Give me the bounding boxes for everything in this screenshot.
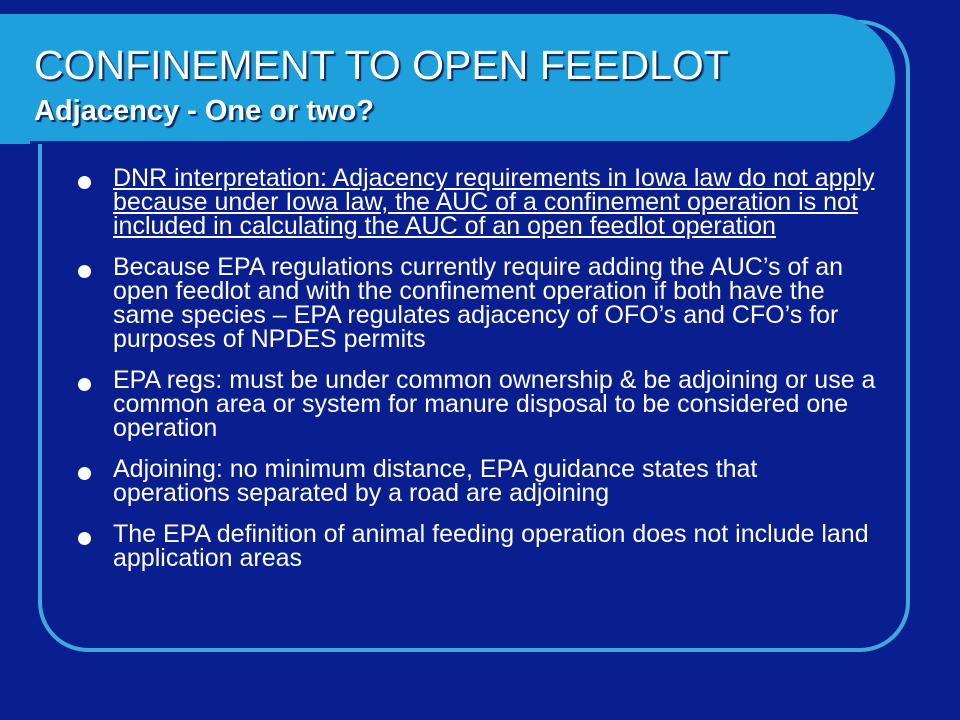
bullet-item — [78, 166, 878, 238]
bullet-dot-icon — [78, 265, 91, 278]
title-band — [0, 14, 895, 144]
bullet-item — [78, 457, 878, 505]
bullet-text: Because EPA regulations currently require adding the AUC’s of an open feedlot and with the confinement operation if both have the same species – EPA regulates adjacency of OFO’s and CFO’s for purposes of NPDES permits — [113, 253, 844, 353]
title-divider — [30, 141, 848, 144]
slide-subtitle: Adjacency - One or two? — [34, 95, 374, 127]
bullet-dot-icon — [78, 378, 91, 391]
bullet-dot-icon — [78, 532, 91, 545]
bullet-text: Adjoining: no minimum distance, EPA guidance states that operations separated by a road are adjoining — [113, 455, 758, 507]
bullet-text: The EPA definition of animal feeding operation does not include land application areas — [113, 520, 869, 572]
bullet-item — [78, 255, 878, 351]
bullet-dot-icon — [78, 467, 91, 480]
bullet-dot-icon — [78, 176, 91, 189]
bullet-text: DNR interpretation: Adjacency requirements in Iowa law do not apply because under Iowa law, the AUC of a confinement operation is not included in calculating the AUC of an open feedlot operation — [113, 164, 875, 240]
slide-title: CONFINEMENT TO OPEN FEEDLOT — [34, 42, 729, 88]
bullet-text: EPA regs: must be under common ownership & be adjoining or use a common area or system for manure disposal to be considered one operation — [113, 366, 876, 442]
bullet-list — [78, 166, 878, 587]
bullet-item — [78, 368, 878, 440]
bullet-item — [78, 522, 878, 570]
